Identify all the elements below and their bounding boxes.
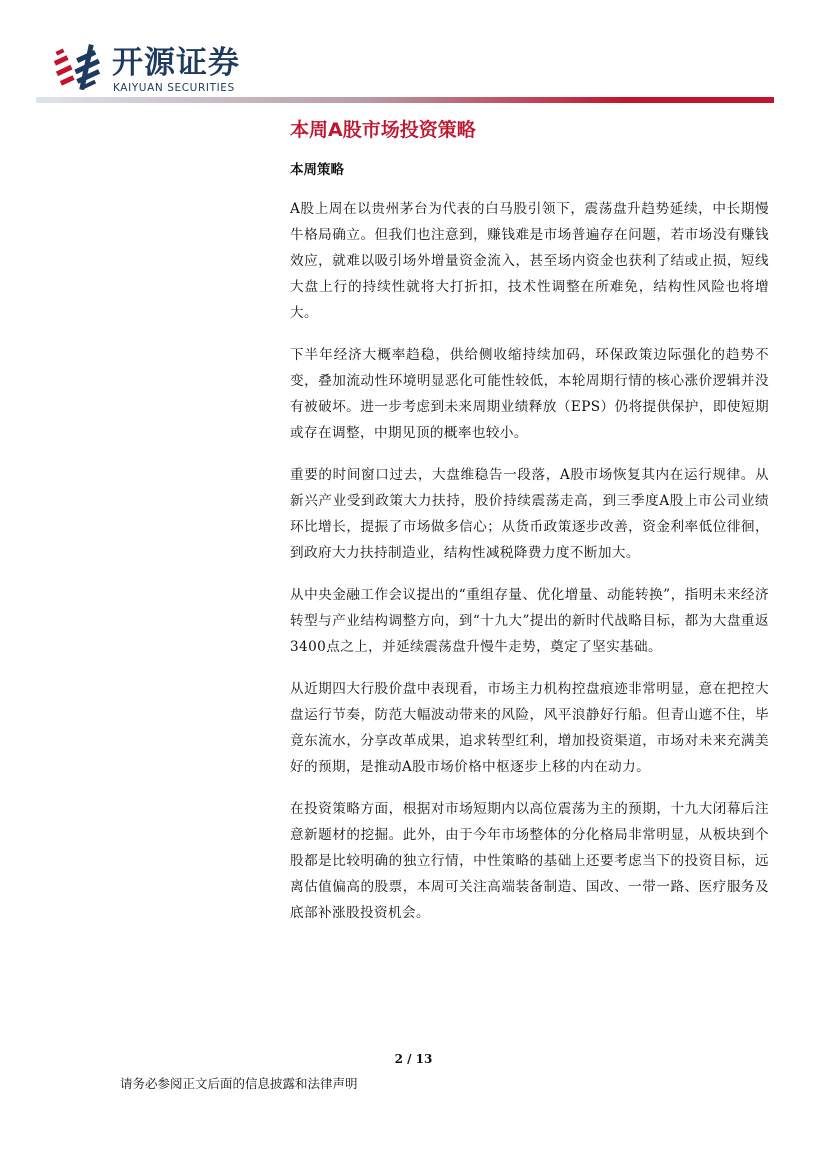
paragraph: 重要的时间窗口过去，大盘维稳告一段落，A股市场恢复其内在运行规律。从新兴产业受到政策大力扶持，股价持续震荡走高，到三季度A股上市公司业绩环比增长，提振了市场做多信心；从货币政策逐步改善，资金利率低位徘徊，到政府大力扶持制造业，结构性减税降费力度不断加大。 [290, 467, 769, 561]
paragraph: 从近期四大行股价盘中表现看，市场主力机构控盘痕迹非常明显，意在把控大盘运行节奏，防范大幅波动带来的风险，风平浪静好行船。但青山遮不住，毕竟东流水，分享改革成果，追求转型红利，增加投资渠道，市场对未来充满美好的预期，是推动A股市场价格中枢逐步上移的内在动力。 [290, 681, 769, 775]
header-divider [36, 97, 774, 103]
paragraph: 下半年经济大概率趋稳，供给侧收缩持续加码，环保政策边际强化的趋势不变，叠加流动性环境明显恶化可能性较低，本轮周期行情的核心涨价逻辑并没有被破坏。进一步考虑到未来周期业绩释放（EPS）仍将提供保护，即使短期或存在调整，中期见顶的概率也较小。 [290, 347, 769, 441]
page-header [0, 0, 827, 110]
section-subtitle: 本周策略 [290, 162, 344, 178]
logo-chinese-name: 开源证券 [112, 45, 240, 81]
page-number: 2 / 13 [394, 1052, 433, 1066]
article-body [290, 196, 769, 942]
kaiyuan-logo-icon [54, 44, 106, 90]
legal-disclaimer: 请务必参阅正文后面的信息披露和法律声明 [120, 1076, 358, 1091]
logo-english-name: KAIYUAN SECURITIES [113, 82, 235, 94]
paragraph: 在投资策略方面，根据对市场短期内以高位震荡为主的预期，十九大闭幕后注意新题材的挖掘。此外，由于今年市场整体的分化格局非常明显，从板块到个股都是比较明确的独立行情，中性策略的基础上还要考虑当下的投资目标，远离估值偏高的股票，本周可关注高端装备制造、国改、一带一路、医疗服务及底部补涨股投资机会。 [290, 801, 769, 921]
paragraph: 从中央金融工作会议提出的“重组存量、优化增量、动能转换”，指明未来经济转型与产业结构调整方向，到“十九大”提出的新时代战略目标，都为大盘重返3400点之上，并延续震荡盘升慢牛走势，奠定了坚实基础。 [290, 587, 769, 655]
page-title: 本周A股市场投资策略 [290, 119, 476, 141]
paragraph: A股上周在以贵州茅台为代表的白马股引领下，震荡盘升趋势延续，中长期慢牛格局确立。但我们也注意到，赚钱难是市场普遍存在问题，若市场没有赚钱效应，就难以吸引场外增量资金流入，甚至场内资金也获利了结或止损，短线大盘上行的持续性就将大打折扣，技术性调整在所难免，结构性风险也将增大。 [290, 201, 769, 321]
